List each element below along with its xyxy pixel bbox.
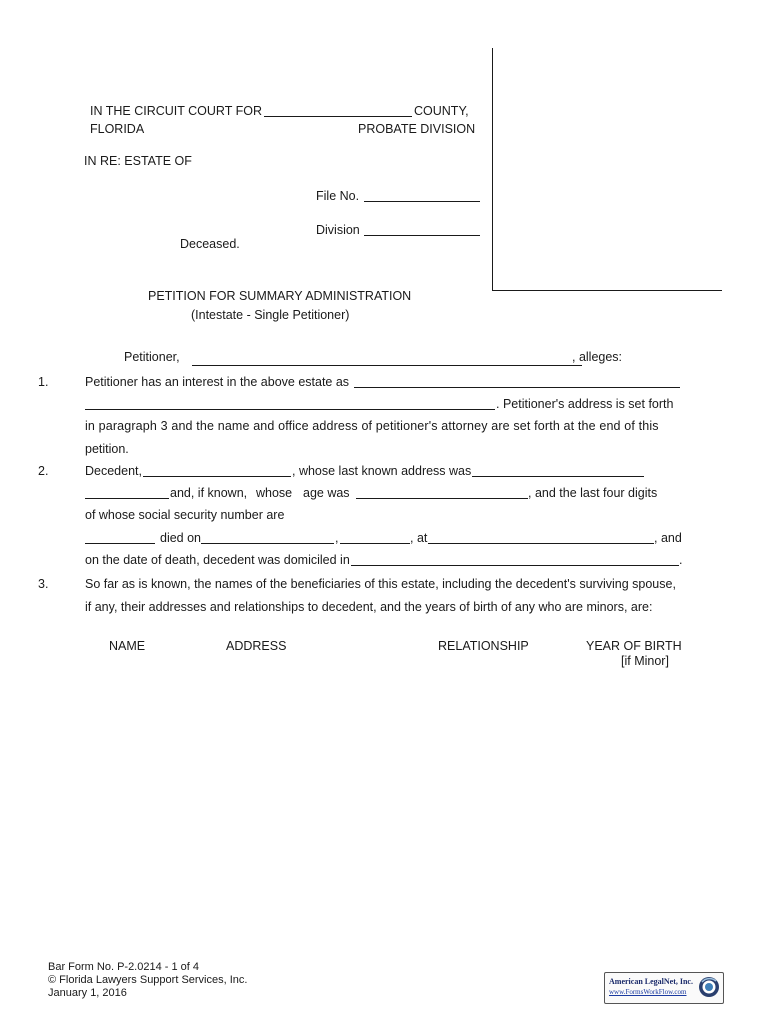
- alleges-label: , alleges:: [572, 350, 623, 364]
- division-blank[interactable]: [364, 235, 480, 236]
- file-no-label: File No.: [316, 189, 360, 203]
- logo-url-link[interactable]: www.FormsWorkFlow.com: [609, 988, 687, 996]
- domicile-blank[interactable]: [351, 565, 679, 566]
- globe-icon: [698, 976, 720, 998]
- last-address-label: , whose last known address was: [292, 464, 472, 478]
- para1-line4: petition.: [85, 442, 129, 456]
- stamp-box-left-border: [492, 48, 493, 290]
- age-was-label: age was: [303, 486, 350, 500]
- state-label: FLORIDA: [90, 122, 145, 136]
- para3-line1: So far as is known, the names of the beneficiaries of this estate, including the decedent's surviving spouse,: [85, 577, 676, 591]
- decedent-name-blank[interactable]: [143, 476, 291, 477]
- form-number: Bar Form No. P-2.0214 - 1 of 4: [48, 961, 200, 973]
- ssn-label: of whose social security number are: [85, 508, 285, 522]
- domiciled-label: on the date of death, decedent was domiciled in: [85, 553, 350, 567]
- stamp-box-bottom-border: [492, 290, 722, 291]
- para2-number: 2.: [38, 464, 49, 478]
- petition-title: PETITION FOR SUMMARY ADMINISTRATION: [148, 289, 412, 303]
- last-address-blank-2[interactable]: [85, 498, 169, 499]
- whose-label: whose: [256, 486, 293, 500]
- decedent-label: Decedent,: [85, 464, 142, 478]
- para1-line1: Petitioner has an interest in the above estate as: [85, 375, 350, 389]
- died-on-label: died on: [160, 531, 202, 545]
- petition-subtitle: (Intestate - Single Petitioner): [191, 308, 350, 322]
- death-date-blank[interactable]: [201, 543, 334, 544]
- court-prefix: IN THE CIRCUIT COURT FOR: [90, 104, 263, 118]
- para3-line2: if any, their addresses and relationships to decedent, and the years of birth of any who are minors, are:: [85, 600, 653, 614]
- petitioner-name-blank[interactable]: [192, 365, 582, 366]
- county-blank[interactable]: [264, 116, 412, 117]
- para1-line3: in paragraph 3 and the name and office address of petitioner's attorney are set forth at the end of this: [85, 419, 659, 433]
- interest-blank-1[interactable]: [354, 387, 680, 388]
- file-no-blank[interactable]: [364, 201, 480, 202]
- header-address: ADDRESS: [226, 639, 287, 653]
- copyright-line: © Florida Lawyers Support Services, Inc.: [48, 974, 248, 986]
- in-re-label: IN RE: ESTATE OF: [84, 154, 192, 168]
- logo-company-name: American LegalNet, Inc.: [609, 977, 693, 986]
- revision-date: January 1, 2016: [48, 987, 127, 999]
- probate-division-label: PROBATE DIVISION: [358, 122, 476, 136]
- and-label: , and: [654, 531, 682, 545]
- header-if-minor: [if Minor]: [621, 654, 669, 668]
- last-four-label: , and the last four digits: [528, 486, 658, 500]
- death-place-blank[interactable]: [428, 543, 654, 544]
- deceased-label: Deceased.: [180, 237, 240, 251]
- interest-blank-2[interactable]: [85, 409, 495, 410]
- header-year-of-birth: YEAR OF BIRTH: [586, 639, 682, 653]
- county-label: COUNTY,: [414, 104, 469, 118]
- date-comma: ,: [335, 531, 339, 545]
- american-legalnet-logo[interactable]: [604, 972, 724, 1004]
- age-blank[interactable]: [356, 498, 528, 499]
- header-name: NAME: [109, 639, 146, 653]
- if-known-label: and, if known,: [170, 486, 248, 500]
- last-address-blank-1[interactable]: [472, 476, 644, 477]
- para1-number: 1.: [38, 375, 49, 389]
- division-label: Division: [316, 223, 360, 237]
- header-relationship: RELATIONSHIP: [438, 639, 529, 653]
- para1-line2: . Petitioner's address is set forth: [496, 397, 674, 411]
- death-year-blank[interactable]: [340, 543, 410, 544]
- at-label: , at: [410, 531, 428, 545]
- petitioner-label: Petitioner,: [124, 350, 180, 364]
- domicile-period: .: [679, 553, 683, 567]
- ssn-blank[interactable]: [85, 543, 155, 544]
- para3-number: 3.: [38, 577, 49, 591]
